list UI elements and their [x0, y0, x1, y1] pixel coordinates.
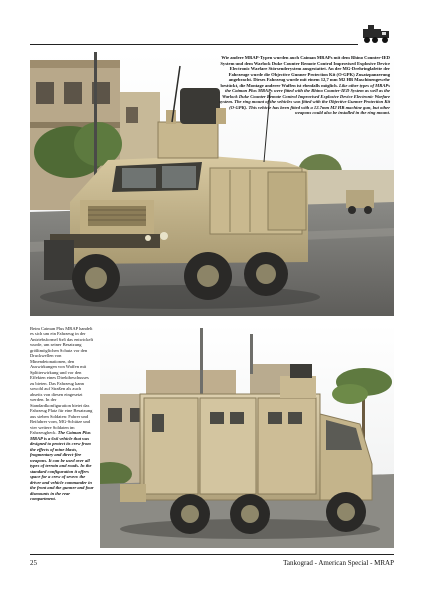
top-rule	[30, 44, 358, 45]
page-number: 25	[30, 559, 37, 567]
caption-top-english: Like other types of MRAPs the Caiman Plus MRAPs were fitted with the Rhino Counter-IED System as well as the Warlock Duke Counter Remote Control Improvised Explosive Device Electronic Warfare system. The ring mount of the vehicles was fitted with the Objective Gunner Protection Kit (O-GPK). This vehicle has been fitted with a 12.7mm M2 HB machine gun, but other weapons could also be installed in the ring mount.	[219, 82, 390, 115]
caption-top-german: Wie andere MRAP-Typen wurden auch Caiman MRAPs mit dem Rhino Counter-IED System und dem Warlock Duke Counter Remote Control Improvised Explosive Device Electronic Warfare Störsenderystem ausgestattet. An der MG-Drehringlafette der Fahrzeuge wurde die Objective Gunner Protection Kit (O-GPK) Zusatzpanzerung angebracht. Dieses Fahrzeug wurde mit einem 12,7 mm M2 HB Maschinengewehr bestückt, die Montage anderer Waffen ist ebenfalls möglich.	[220, 55, 390, 88]
bottom-rule	[30, 554, 394, 555]
footer-title: Tankograd - American Special - MRAP	[283, 559, 394, 567]
caption-bottom	[30, 326, 94, 502]
caption-bottom-english: The Caiman Plus MRAP is a 6x6 vehicle that was designed to protect its crew from the effects of mine blasts, fragmentary and direct-fire weapons. It can be used over all types of terrain and roads. In the standard configuration it offers space for a crew of seven: the driver and vehicle commander in the front and the gunner and four dismounts in the rear compartment.	[30, 430, 94, 502]
caption-top	[214, 55, 390, 116]
caption-bottom-german: Beim Caiman Plus MRAP handelt es sich um ein Fahrzeug in der Antriebsformel 6x6 das entwickelt wurde, um seiner Besatzung größtmöglichen Schutz vor den Druckwellen von Minendetonationen, den Auswirkungen von Waffen mit Splitterwirkung und vor den Effekten eines Direktbeschusses zu bieten. Das Fahrzeug kann sowohl auf Straßen als auch abseits von diesen eingesetzt werden. In der Standardkonfiguration bietet das Fahrzeug Platz für eine Besatzung aus sieben Soldaten: Fahrer und Beifahrer vorn, MG-Schütze und vier weitere Soldaten im Fahrzeugheck.	[30, 326, 94, 436]
photo-caiman-side	[100, 324, 394, 548]
truck-logo-icon	[360, 22, 392, 46]
photo-2-illustration	[100, 324, 394, 548]
